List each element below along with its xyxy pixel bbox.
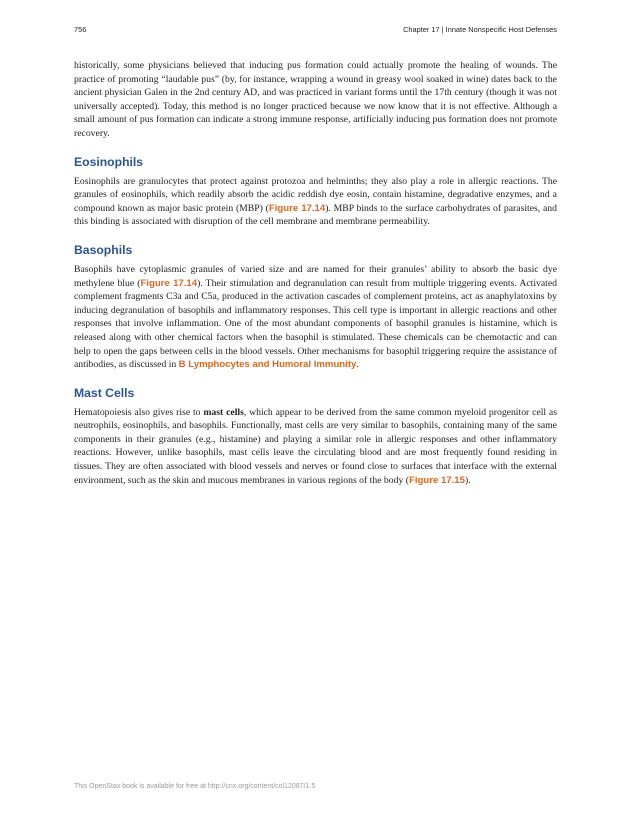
eosinophils-paragraph (74, 175, 557, 229)
basophils-paragraph (74, 263, 557, 372)
page-number: 756 (74, 25, 87, 34)
chapter-prefix: Chapter 17 | (403, 25, 446, 34)
mast-cells-term: mast cells (203, 406, 244, 418)
figure-17-14-link[interactable]: Figure 17.14 (140, 277, 198, 289)
figure-17-15-link[interactable]: Figure 17.15 (408, 474, 465, 486)
eosinophils-text-1: Eosinophils are granulocytes that protect against protozoa and helminths; they also play a role in allergic reactions. The granules of eosinophils, which readily absorb the acidic reddish dye eosin, contain histamine, degradative enzymes, and a compound known as major basic protein (MBP) ( (74, 175, 557, 214)
mast-cells-text-3: ). (464, 474, 471, 486)
mast-cells-paragraph (74, 406, 557, 488)
b-lymphocytes-link[interactable]: B Lymphocytes and Humoral Immunity (178, 359, 357, 371)
basophils-text-3: . (356, 359, 359, 371)
mast-cells-text-1: Hematopoiesis also gives rise to (74, 406, 204, 418)
eosinophils-heading: Eosinophils (74, 154, 144, 169)
page-header (74, 25, 557, 37)
chapter-name: Innate Nonspecific Host Defenses (445, 25, 557, 34)
basophils-heading: Basophils (74, 242, 133, 257)
intro-paragraph: historically, some physicians believed that inducing pus formation could actually promote the healing of wounds. The practice of promoting “laudable pus” (by, for instance, wrapping a wound in greasy wool soaked in wine) dates back to the ancient physician Galen in the 2nd century AD, and was practiced in variant forms until the 17th century (though it was not universally accepted). Today, this method is no longer practiced because we now know that it is not effective. Although a small amount of pus formation can indicate a strong immune response, artificially inducing pus formation does not promote recovery. (74, 60, 557, 139)
chapter-title (403, 25, 557, 34)
figure-17-14-link[interactable]: Figure 17.14 (268, 202, 326, 214)
eosinophils-text-2: ). MBP binds to the surface carbohydrates of parasites, and this binding is associated with disruption of the cell membrane and membrane permeability. (74, 202, 557, 228)
mast-cells-heading: Mast Cells (74, 385, 135, 400)
page-footer: This OpenStax book is available for free at http://cnx.org/content/col12087/1.5 (74, 783, 316, 790)
basophils-text-2: ). Their stimulation and degranulation can result from multiple triggering events. Activated complement fragments C3a and C5a, produced in the activation cascades of complement proteins, act as anaphylatoxins by inducing degranulation of basophils and inflammatory responses. This cell type is important in allergic reactions and other responses that involve inflammation. One of the most abundant components of basophil granules is histamine, which is released along with other chemical factors when the basophil is stimulated. These chemicals can be chemotactic and can help to open the gaps between cells in the blood vessels. Other mechanisms for basophil triggering require the assistance of antibodies, as discussed in (74, 277, 557, 371)
mast-cells-text-2: , which appear to be derived from the same common myeloid progenitor cell as neutrophils, eosinophils, and basophils. Functionally, mast cells are very similar to basophils, containing many of the same components in their granules (e.g., histamine) and playing a similar role in allergic responses and other inflammatory reactions. However, unlike basophils, mast cells leave the circulating blood and are most frequently found residing in tissues. They are often associated with blood vessels and nerves or found close to surfaces that interface with the external environment, such as the skin and mucous membranes in various regions of the body ( (74, 406, 557, 486)
basophils-text-1: Basophils have cytoplasmic granules of varied size and are named for their granules’ ability to absorb the basic dye methylene blue ( (74, 263, 557, 289)
main-content (74, 59, 557, 487)
